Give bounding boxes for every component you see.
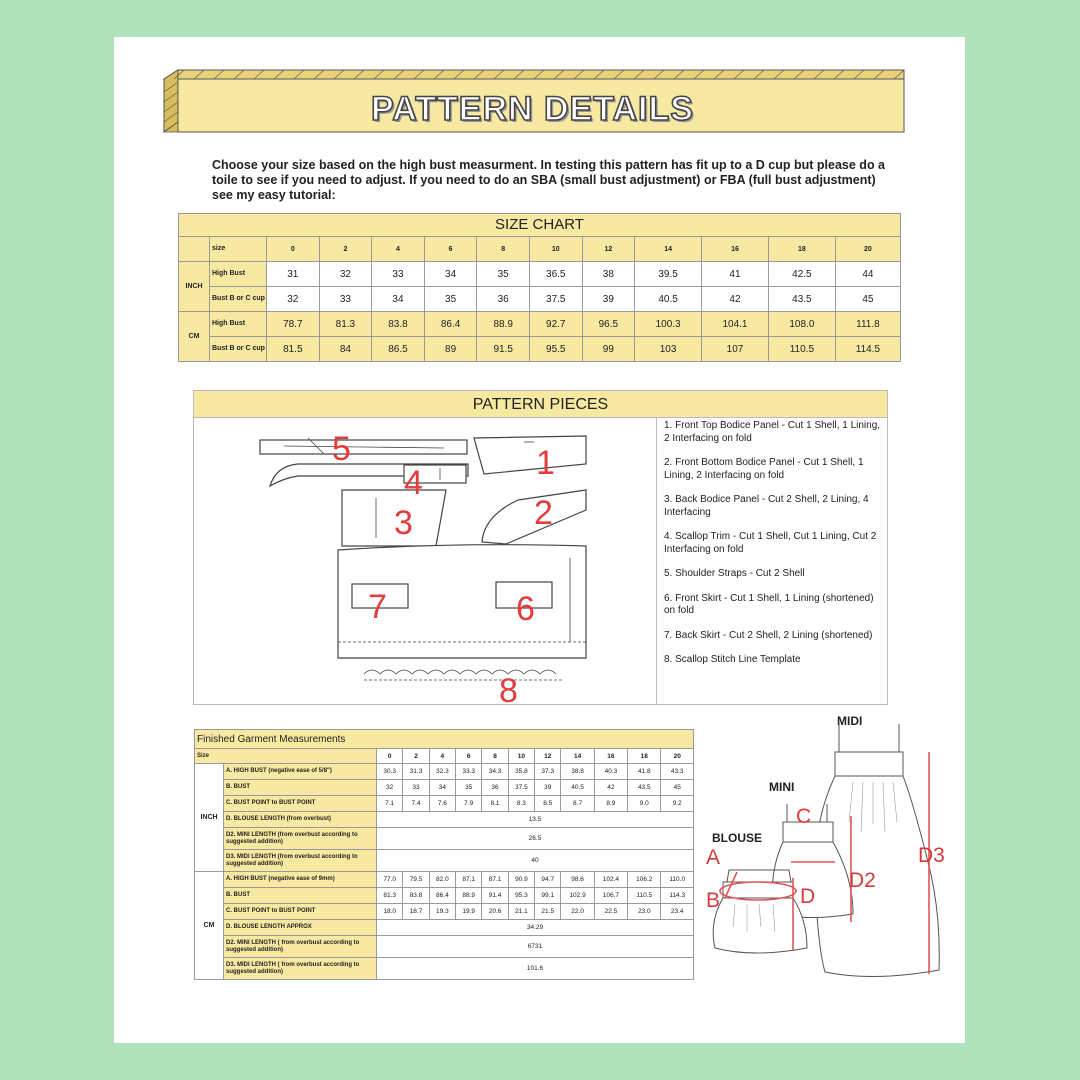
- finished-garment-cell: 9.0: [628, 796, 661, 812]
- size-chart-cell: 91.5: [477, 337, 530, 362]
- size-chart-cell: 32: [319, 262, 372, 287]
- marker-d2: D2: [849, 869, 876, 892]
- size-chart-cell: 114.5: [835, 337, 900, 362]
- finished-garment-cell: 114.3: [661, 888, 694, 904]
- finished-garment-row-label: D. BLOUSE LENGTH (from overbust): [224, 812, 377, 828]
- finished-garment-span-cell: 34.29: [377, 920, 694, 936]
- finished-garment-cell: 33.3: [456, 764, 482, 780]
- finished-garment-cell: 22.5: [594, 904, 627, 920]
- finished-garment-row-label: D3. MIDI LENGTH (from overbust according to suggested addition): [224, 850, 377, 872]
- size-chart-cell: 108.0: [768, 312, 835, 337]
- finished-garment-header-row: [195, 749, 694, 764]
- finished-garment-cell: 21.1: [508, 904, 534, 920]
- finished-garment-cell: 9.2: [661, 796, 694, 812]
- size-chart-size-header: 14: [635, 237, 702, 262]
- finished-garment-span-cell: 101.6: [377, 958, 694, 980]
- finished-garment-cell: 106.7: [594, 888, 627, 904]
- finished-garment-cell: 110.0: [661, 872, 694, 888]
- size-chart-cell: 107: [702, 337, 769, 362]
- size-chart-cell: 37.5: [529, 287, 582, 312]
- size-chart-row: [179, 262, 901, 287]
- size-chart-cell: 41: [702, 262, 769, 287]
- label-blouse: BLOUSE: [712, 831, 763, 845]
- label-midi: MIDI: [837, 714, 863, 728]
- finished-garment-span-cell: 26.5: [377, 828, 694, 850]
- finished-garment-row: [195, 780, 694, 796]
- size-chart-cell: 45: [835, 287, 900, 312]
- finished-garment-cell: 19.9: [456, 904, 482, 920]
- finished-garment-size-header: 14: [561, 749, 594, 764]
- finished-garment-size-header: 18: [628, 749, 661, 764]
- size-chart-size-header: 18: [768, 237, 835, 262]
- size-chart-cell: 96.5: [582, 312, 635, 337]
- document-page: [114, 37, 965, 1043]
- marker-b: B: [706, 889, 721, 912]
- size-chart-cell: 39.5: [635, 262, 702, 287]
- finished-garment-cell: 87.1: [482, 872, 508, 888]
- pattern-piece-item: 5. Shoulder Straps - Cut 2 Shell: [664, 568, 805, 579]
- size-chart-row: [179, 312, 901, 337]
- size-chart-row: [179, 287, 901, 312]
- finished-garment-row: [195, 828, 694, 850]
- finished-garment-size-header: 12: [535, 749, 561, 764]
- finished-garment-cell: 83.8: [403, 888, 429, 904]
- size-chart-size-header: 6: [424, 237, 477, 262]
- finished-garment-cell: 8.5: [535, 796, 561, 812]
- size-chart-size-header: 2: [319, 237, 372, 262]
- finished-garment-cell: 45: [661, 780, 694, 796]
- pattern-pieces-list: [664, 420, 886, 679]
- finished-garment-cell: 30.3: [377, 764, 403, 780]
- size-chart-cell: 100.3: [635, 312, 702, 337]
- finished-garment-cell: 79.5: [403, 872, 429, 888]
- size-chart: [178, 213, 901, 362]
- finished-garment-cell: 95.3: [508, 888, 534, 904]
- finished-garment-row: [195, 904, 694, 920]
- pattern-piece-number: 4: [404, 464, 423, 502]
- size-chart-size-header: 16: [702, 237, 769, 262]
- size-chart-cell: 33: [319, 287, 372, 312]
- size-chart-table: [178, 236, 901, 362]
- pattern-piece-number: 5: [332, 430, 351, 468]
- finished-garment-row: [195, 888, 694, 904]
- pattern-piece-number: 6: [516, 590, 535, 628]
- pattern-piece-item: 8. Scallop Stitch Line Template: [664, 654, 801, 665]
- finished-garment-cell: 32.3: [429, 764, 455, 780]
- size-chart-cell: 86.5: [372, 337, 425, 362]
- intro-text: Choose your size based on the high bust measurment. In testing this pattern has fit up to a D cup but please do a toile to see if you need to adjust. If you need to do an SBA (small bust adjustment) or FBA (full bust adjustment) see my easy tutorial:: [212, 158, 885, 202]
- finished-garment-row-label: B. BUST: [224, 780, 377, 796]
- finished-garment-cell: 106.2: [628, 872, 661, 888]
- finished-garment-size-header: 16: [594, 749, 627, 764]
- pattern-pieces-divider: [656, 418, 657, 704]
- size-chart-cell: 38: [582, 262, 635, 287]
- finished-garment-span-cell: 6731: [377, 936, 694, 958]
- finished-garment-cell: 43.3: [661, 764, 694, 780]
- size-chart-cell: 34: [424, 262, 477, 287]
- size-chart-cell: 36.5: [529, 262, 582, 287]
- finished-garment-row: [195, 936, 694, 958]
- finished-garment-cell: 8.3: [508, 796, 534, 812]
- size-chart-cell: 40.5: [635, 287, 702, 312]
- pattern-piece-item: 1. Front Top Bodice Panel - Cut 1 Shell, 1 Lining, 2 Interfacing on fold: [664, 420, 881, 444]
- page-title: PATTERN DETAILS: [371, 90, 694, 128]
- finished-garment-cell: 7.1: [377, 796, 403, 812]
- pattern-piece-number: 8: [499, 672, 518, 704]
- finished-garment-size-header: 8: [482, 749, 508, 764]
- finished-garment-cell: 32: [377, 780, 403, 796]
- size-chart-size-header: 0: [267, 237, 320, 262]
- finished-garment-cell: 35.8: [508, 764, 534, 780]
- finished-garment-cell: 34: [429, 780, 455, 796]
- finished-garment-size-header: 6: [456, 749, 482, 764]
- finished-garment-size-header: 10: [508, 749, 534, 764]
- finished-garment-row-label: C. BUST POINT to BUST POINT: [224, 904, 377, 920]
- size-chart-cell: 43.5: [768, 287, 835, 312]
- finished-garment-cell: 90.9: [508, 872, 534, 888]
- finished-garment-row-label: A. HIGH BUST (negative ease of 9mm): [224, 872, 377, 888]
- pattern-pieces-drawing: [194, 418, 656, 704]
- finished-garment-cell: 86.4: [429, 888, 455, 904]
- finished-garment-row-label: D3. MIDI LENGTH ( from overbust according to suggested addition): [224, 958, 377, 980]
- size-chart-cell: 111.8: [835, 312, 900, 337]
- label-mini: MINI: [769, 780, 795, 794]
- size-chart-size-header: 10: [529, 237, 582, 262]
- finished-garment-unit: CM: [195, 872, 224, 980]
- finished-garment-cell: 19.3: [429, 904, 455, 920]
- size-chart-unit: CM: [179, 312, 210, 362]
- finished-garment-cell: 88.9: [456, 888, 482, 904]
- finished-garment-cell: 18.0: [377, 904, 403, 920]
- size-chart-row-label: Bust B or C cup: [210, 337, 267, 362]
- finished-garment-span-cell: 40: [377, 850, 694, 872]
- finished-garment-cell: 40.3: [594, 764, 627, 780]
- pattern-pieces-panel: [193, 390, 888, 705]
- finished-garment-cell: 33: [403, 780, 429, 796]
- size-chart-cell: 99: [582, 337, 635, 362]
- finished-garment-title: Finished Garment Measurements: [194, 729, 694, 748]
- finished-garment-cell: 18.7: [403, 904, 429, 920]
- size-chart-unit: INCH: [179, 262, 210, 312]
- size-chart-row-label: High Bust: [210, 262, 267, 287]
- size-chart-cell: 95.5: [529, 337, 582, 362]
- finished-garment-cell: 102.4: [594, 872, 627, 888]
- finished-garment-cell: 35: [456, 780, 482, 796]
- pattern-piece-number: 3: [394, 504, 413, 542]
- finished-garment-cell: 8.1: [482, 796, 508, 812]
- size-chart-size-header: 8: [477, 237, 530, 262]
- size-chart-row-label: Bust B or C cup: [210, 287, 267, 312]
- finished-garment-cell: 98.6: [561, 872, 594, 888]
- finished-garment-cell: 77.0: [377, 872, 403, 888]
- finished-garment-cell: 8.7: [561, 796, 594, 812]
- size-chart-cell: 92.7: [529, 312, 582, 337]
- size-chart-title: SIZE CHART: [178, 213, 901, 236]
- size-chart-size-header: 12: [582, 237, 635, 262]
- size-chart-cell: 39: [582, 287, 635, 312]
- size-chart-row-label: High Bust: [210, 312, 267, 337]
- finished-garment-cell: 34.3: [482, 764, 508, 780]
- finished-garment-cell: 31.3: [403, 764, 429, 780]
- finished-garment-cell: 102.9: [561, 888, 594, 904]
- finished-garment-cell: 7.4: [403, 796, 429, 812]
- size-chart-corner: [179, 237, 210, 262]
- finished-garment-cell: 7.6: [429, 796, 455, 812]
- finished-garment-row: [195, 920, 694, 936]
- finished-garment-size-header: 2: [403, 749, 429, 764]
- finished-garment-cell: 82.0: [429, 872, 455, 888]
- size-chart-cell: 103: [635, 337, 702, 362]
- finished-garment-cell: 22.0: [561, 904, 594, 920]
- finished-garment-row-label: A. HIGH BUST (negative ease of 5/8"): [224, 764, 377, 780]
- finished-garment-table-wrap: [194, 729, 694, 980]
- finished-garment-size-header: 20: [661, 749, 694, 764]
- size-chart-cell: 81.3: [319, 312, 372, 337]
- size-chart-cell: 78.7: [267, 312, 320, 337]
- pattern-piece-number: 1: [536, 444, 555, 482]
- pattern-piece-number: 7: [368, 588, 387, 626]
- finished-garment-unit: INCH: [195, 764, 224, 872]
- finished-garment-cell: 36: [482, 780, 508, 796]
- size-chart-header-row: [179, 237, 901, 262]
- size-chart-cell: 104.1: [702, 312, 769, 337]
- finished-garment-cell: 110.5: [628, 888, 661, 904]
- marker-d: D: [800, 885, 816, 908]
- finished-garment-row-label: C. BUST POINT to BUST POINT: [224, 796, 377, 812]
- pattern-piece-number: 2: [534, 494, 553, 532]
- finished-garment-row: [195, 872, 694, 888]
- finished-garment-row: [195, 812, 694, 828]
- finished-garment-size-header: 0: [377, 749, 403, 764]
- finished-garment-row: [195, 796, 694, 812]
- size-chart-cell: 35: [477, 262, 530, 287]
- finished-garment-row: [195, 850, 694, 872]
- size-chart-size-label: size: [210, 237, 267, 262]
- finished-garment-cell: 37.5: [508, 780, 534, 796]
- size-chart-cell: 34: [372, 287, 425, 312]
- size-chart-size-header: 4: [372, 237, 425, 262]
- finished-garment-size-label: Size: [195, 749, 377, 764]
- size-chart-cell: 36: [477, 287, 530, 312]
- finished-garment-cell: 42: [594, 780, 627, 796]
- finished-garment-cell: 8.9: [594, 796, 627, 812]
- pattern-piece-item: 3. Back Bodice Panel - Cut 2 Shell, 2 Lining, 4 Interfacing: [664, 494, 869, 518]
- pattern-piece-item: 7. Back Skirt - Cut 2 Shell, 2 Lining (shortened): [664, 629, 873, 641]
- pattern-piece-item: 6. Front Skirt - Cut 1 Shell, 1 Lining (shortened) on fold: [664, 592, 874, 616]
- marker-a: A: [706, 846, 721, 869]
- finished-garment-row-label: B. BUST: [224, 888, 377, 904]
- size-chart-cell: 32: [267, 287, 320, 312]
- finished-garment-cell: 23.4: [661, 904, 694, 920]
- finished-garment-cell: 38.8: [561, 764, 594, 780]
- pattern-pieces-title: PATTERN PIECES: [194, 391, 887, 418]
- size-chart-cell: 44: [835, 262, 900, 287]
- finished-garment-cell: 40.5: [561, 780, 594, 796]
- size-chart-cell: 89: [424, 337, 477, 362]
- size-chart-cell: 86.4: [424, 312, 477, 337]
- finished-garment-cell: 81.3: [377, 888, 403, 904]
- size-chart-cell: 31: [267, 262, 320, 287]
- marker-d3: D3: [918, 844, 945, 867]
- size-chart-cell: 81.5: [267, 337, 320, 362]
- finished-garment-row-label: D2. MINI LENGTH ( from overbust according to suggested addition): [224, 936, 377, 958]
- finished-garment-cell: 39: [535, 780, 561, 796]
- finished-garment-row-label: D2. MINI LENGTH (from overbust according to suggested addition): [224, 828, 377, 850]
- size-chart-cell: 88.9: [477, 312, 530, 337]
- size-chart-cell: 84: [319, 337, 372, 362]
- finished-garment-cell: 20.6: [482, 904, 508, 920]
- finished-garment-cell: 94.7: [535, 872, 561, 888]
- size-chart-cell: 42: [702, 287, 769, 312]
- finished-garment-row: [195, 764, 694, 780]
- finished-garment-cell: 37.3: [535, 764, 561, 780]
- finished-garment-cell: 87.1: [456, 872, 482, 888]
- finished-garment-cell: 43.5: [628, 780, 661, 796]
- size-chart-cell: 42.5: [768, 262, 835, 287]
- finished-garment-span-cell: 13.5: [377, 812, 694, 828]
- size-chart-size-header: 20: [835, 237, 900, 262]
- finished-garment-cell: 91.4: [482, 888, 508, 904]
- size-chart-cell: 35: [424, 287, 477, 312]
- finished-garment-table: [194, 748, 694, 980]
- size-chart-row: [179, 337, 901, 362]
- finished-garment-cell: 21.5: [535, 904, 561, 920]
- size-chart-cell: 33: [372, 262, 425, 287]
- marker-c: C: [796, 805, 812, 828]
- finished-garment-row: [195, 958, 694, 980]
- finished-garment-row-label: D. BLOUSE LENGTH APPROX: [224, 920, 377, 936]
- finished-garment-cell: 7.9: [456, 796, 482, 812]
- finished-garment-size-header: 4: [429, 749, 455, 764]
- finished-garment-cell: 99.1: [535, 888, 561, 904]
- pattern-piece-item: 4. Scallop Trim - Cut 1 Shell, Cut 1 Lining, Cut 2 Interfacing on fold: [664, 531, 877, 555]
- size-chart-cell: 83.8: [372, 312, 425, 337]
- pattern-piece-item: 2. Front Bottom Bodice Panel - Cut 1 Shell, 1 Lining, 2 Interfacing on fold: [664, 457, 864, 481]
- finished-garment-cell: 41.8: [628, 764, 661, 780]
- finished-garment-cell: 23.0: [628, 904, 661, 920]
- size-chart-cell: 110.5: [768, 337, 835, 362]
